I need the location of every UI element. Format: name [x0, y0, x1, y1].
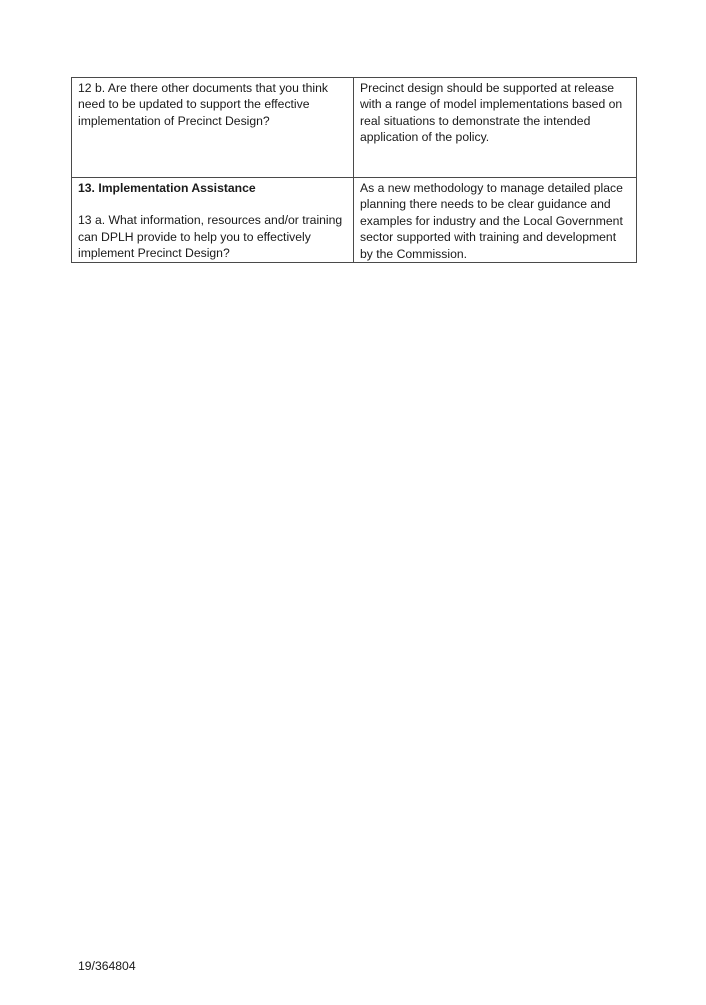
answer-text: As a new methodology to manage detailed place planning there needs to be clear guidance and examples for industry and the Local Government sector supported with training and development by the Commission.	[360, 181, 623, 261]
answer-cell	[354, 178, 637, 263]
submission-table	[71, 77, 637, 263]
section-title: 13. Implementation Assistance	[78, 181, 256, 195]
answer-text: Precinct design should be supported at release with a range of model implementations based on real situations to demonstrate the intended application of the policy.	[360, 81, 623, 145]
table-row	[72, 178, 637, 263]
table-row	[72, 78, 637, 178]
question-cell	[72, 78, 354, 178]
question-text: 13 a. What information, resources and/or training can DPLH provide to help you to effectively implement Precinct Design?	[78, 213, 343, 261]
document-reference: 19/364804	[78, 959, 136, 973]
question-cell	[72, 178, 354, 263]
question-text: 12 b. Are there other documents that you think need to be updated to support the effective implementation of Precinct Design?	[78, 81, 328, 128]
answer-cell	[354, 78, 637, 178]
